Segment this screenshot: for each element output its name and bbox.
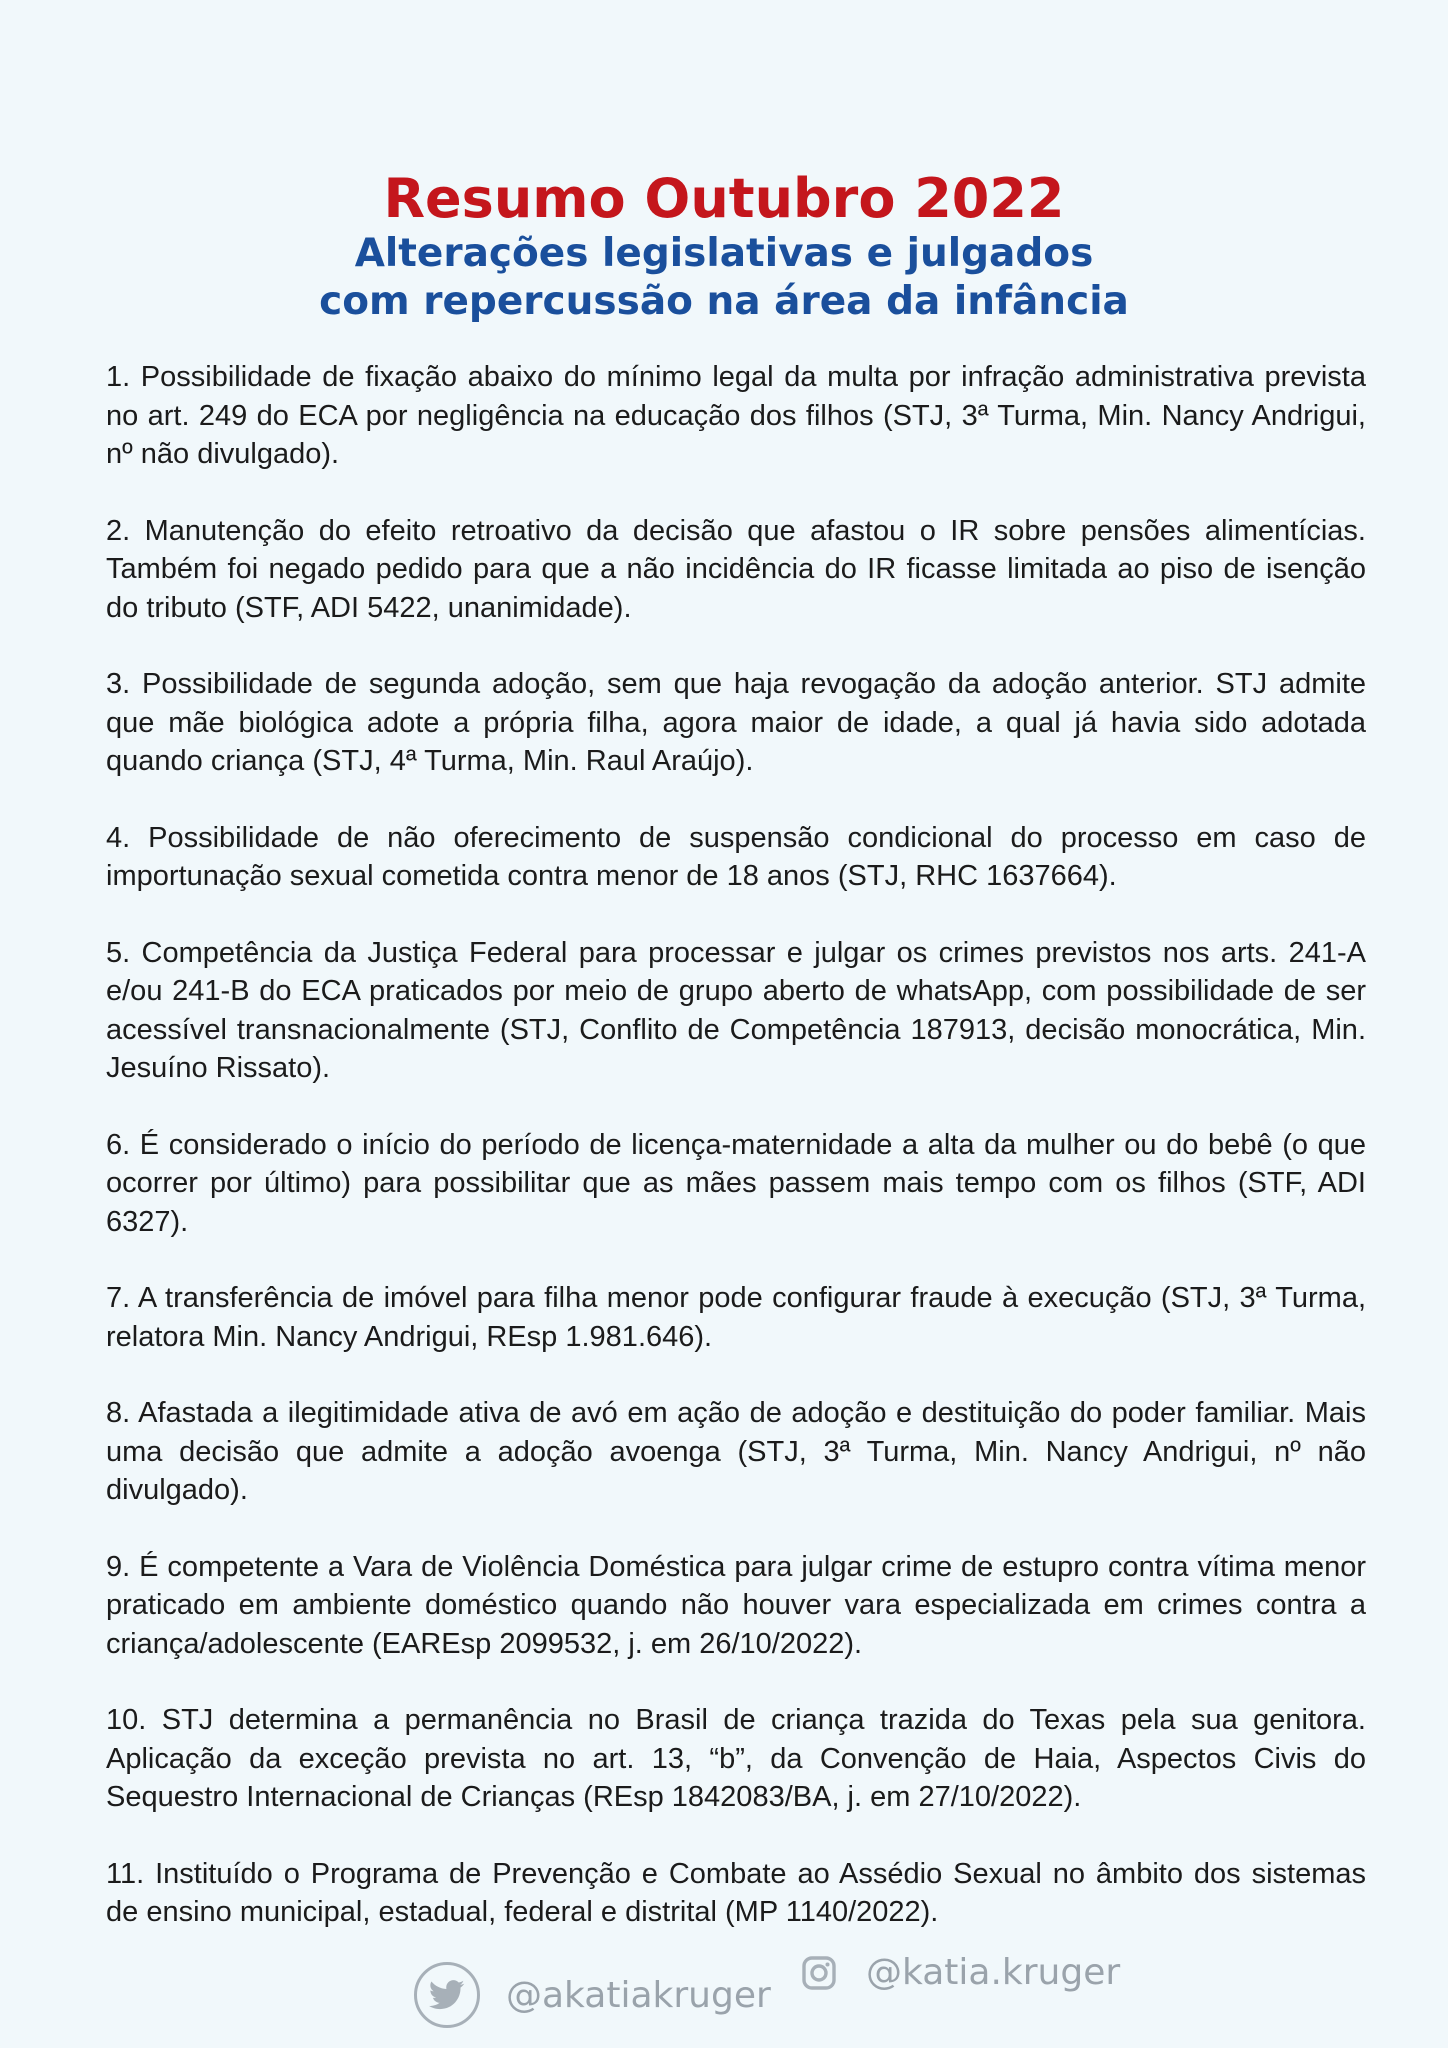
summary-item-8: 8. Afastada a ilegitimidade ativa de avó em ação de adoção e destituição do poder familiar. Mais uma decisão que admite a adoção avoenga (STJ, 3ª Turma, Min. Nancy Andrigui, nº não divulgado). [106,1397,1366,1506]
header [0,168,1448,326]
summary-item-7: 7. A transferência de imóvel para filha menor pode configurar fraude à execução (STJ, 3ª Turma, relatora Min. Nancy Andrigui, REsp 1.981.646). [106,1282,1366,1353]
instagram-handle: @katia.kruger [866,1952,1121,1993]
page-subtitle-line-2: com repercussão na área da infância [319,279,1129,324]
summary-item-11: 11. Instituído o Programa de Prevenção e Combate ao Assédio Sexual no âmbito dos sistemas de ensino municipal, estadual, federal e distrital (MP 1140/2022). [106,1857,1366,1928]
summary-item-1: 1. Possibilidade de fixação abaixo do mínimo legal da multa por infração administrativa prevista no art. 249 do ECA por negligência na educação dos filhos (STJ, 3ª Turma, Min. Nancy Andrigui, nº não divulgado). [106,361,1366,470]
instagram-link[interactable] [802,1952,1120,1993]
twitter-link[interactable] [414,1962,771,2028]
summary-item-4: 4. Possibilidade de não oferecimento de suspensão condicional do processo em caso de importunação sexual cometida contra menor de 18 anos (STJ, RHC 1637664). [106,821,1366,892]
summary-item-6: 6. É considerado o início do período de licença-maternidade a alta da mulher ou do bebê (o que ocorrer por último) para possibilitar que as mães passem mais tempo com os filhos (STF, ADI 6327). [106,1128,1366,1238]
twitter-bird-icon [414,1962,480,2028]
summary-item-2: 2. Manutenção do efeito retroativo da decisão que afastou o IR sobre pensões alimentícias. Também foi negado pedido para que a não incidência do IR ficasse limitada ao piso de isenção do tributo (STF, ADI 5422, unanimidade). [106,514,1366,624]
summary-item-10: 10. STJ determina a permanência no Brasil de criança trazida do Texas pela sua genitora. Aplicação da exceção prevista no art. 13, “b”, da Convenção de Haia, Aspectos Civis do Sequestro Internacional de Crianças (REsp 1842083/BA, j. em 27/10/2022). [106,1704,1366,1813]
summary-list [106,358,1366,1970]
twitter-handle: @akatiakruger [506,1974,771,2016]
page-subtitle-line-1: Alterações legislativas e julgados [354,231,1094,276]
summary-item-9: 9. É competente a Vara de Violência Doméstica para julgar crime de estupro contra vítima menor praticado em ambiente doméstico quando não houver vara especializada em crimes contra a criança/adolescente (EAREsp 2099532, j. em 26/10/2022). [106,1550,1366,1660]
summary-item-5: 5. Competência da Justiça Federal para processar e julgar os crimes previstos nos arts. 241-A e/ou 241-B do ECA praticados por meio de grupo aberto de whatsApp, com possibilidade de ser acessível transnacionalmente (STJ, Conflito de Competência 187913, decisão monocrática, Min. Jesuíno Rissato). [106,936,1366,1084]
summary-item-3: 3. Possibilidade de segunda adoção, sem que haja revogação da adoção anterior. STJ admite que mãe biológica adote a própria filha, agora maior de idade, a qual já havia sido adotada quando criança (STJ, 4ª Turma, Min. Raul Araújo). [106,668,1366,777]
page-title: Resumo Outubro 2022 [383,167,1065,230]
instagram-icon [802,1956,836,1990]
footer [0,1952,1448,2032]
